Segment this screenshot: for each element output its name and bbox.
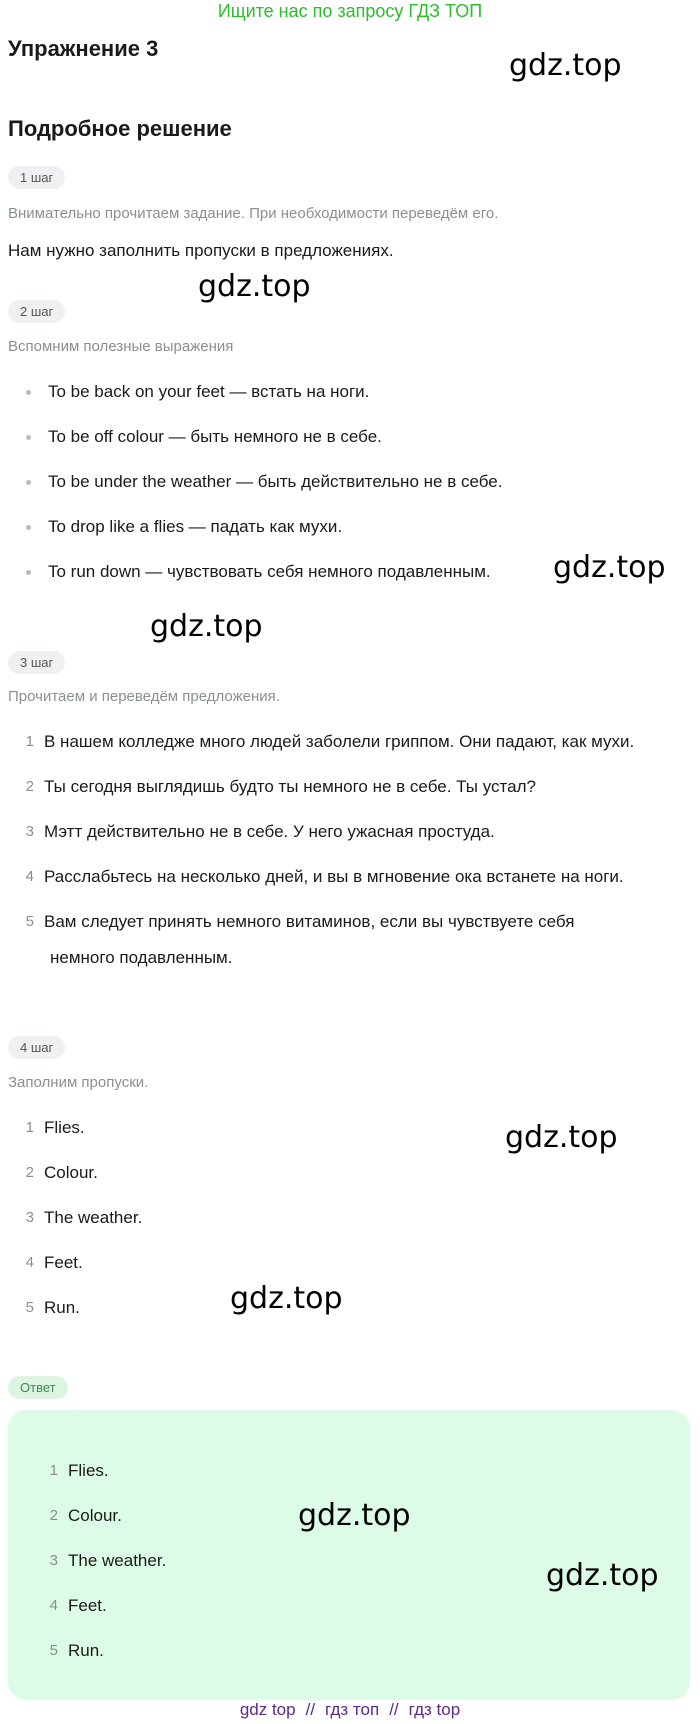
answer-text: Flies.: [68, 1461, 109, 1480]
list-item: [20, 866, 634, 911]
fill-text: The weather.: [44, 1208, 143, 1227]
bullet-icon: [26, 570, 31, 575]
item-number: 5: [49, 1642, 58, 1659]
list-item: [20, 821, 634, 866]
list-item: [20, 776, 634, 821]
expression-text: To run down — чувствовать себя немного подавленным.: [48, 562, 491, 581]
sentence-continuation: немного подавленным.: [50, 948, 233, 967]
sentence-text: Ты сегодня выглядишь будто ты немного не в себе. Ты устал?: [44, 777, 536, 796]
expression-text: To be under the weather — быть действительно не в себе.: [48, 472, 503, 491]
expression-text: To be back on your feet — встать на ноги.: [48, 382, 370, 401]
footer-separator: //: [389, 1700, 399, 1719]
list-item: [20, 1162, 142, 1207]
list-item: [44, 1460, 166, 1505]
list-item: [22, 561, 502, 606]
list-item: [22, 516, 502, 561]
expression-text: To drop like a flies — падать как мухи.: [48, 517, 343, 536]
item-number: 1: [49, 1462, 58, 1479]
list-item: [20, 731, 634, 776]
item-number: 2: [25, 778, 34, 795]
fill-list: [20, 1117, 142, 1342]
list-item: [44, 1640, 166, 1685]
answer-badge-wrap: [8, 1376, 68, 1399]
item-number: 2: [49, 1507, 58, 1524]
step2-badge-wrap: [8, 300, 65, 323]
footer-separator: //: [305, 1700, 316, 1719]
item-number: 3: [49, 1552, 58, 1569]
footer-link[interactable]: gdz top: [239, 1700, 296, 1719]
item-number: 4: [25, 868, 34, 885]
step1-badge-wrap: [8, 166, 65, 189]
step1-hint: Внимательно прочитаем задание. При необходимости переведём его.: [8, 205, 499, 222]
solution-title: Подробное решение: [8, 116, 232, 141]
watermark: gdz.top: [298, 1498, 411, 1533]
fill-text: Flies.: [44, 1118, 85, 1137]
list-item: [44, 1595, 166, 1640]
step1-badge: 1 шаг: [8, 166, 65, 189]
answer-text: The weather.: [68, 1551, 167, 1570]
item-number: 1: [25, 1119, 34, 1136]
promo-banner: Ищите нас по запросу ГДЗ ТОП: [217, 1, 483, 21]
step2-badge: 2 шаг: [8, 300, 65, 323]
item-number: 3: [25, 1209, 34, 1226]
watermark: gdz.top: [505, 1120, 618, 1155]
step3-hint: Прочитаем и переведём предложения.: [8, 688, 280, 705]
bullet-icon: [26, 390, 31, 395]
sentence-text: Расслабьтесь на несколько дней, и вы в мгновение ока встанете на ноги.: [44, 867, 624, 886]
watermark: gdz.top: [553, 550, 666, 585]
expressions-list: [22, 381, 502, 606]
answer-list: [44, 1460, 166, 1685]
list-item: [20, 1207, 142, 1252]
list-item: [20, 1117, 142, 1162]
sentence-text: Мэтт действительно не в себе. У него ужасная простуда.: [44, 822, 495, 841]
sentences-list: [20, 731, 634, 983]
item-number: 1: [25, 733, 34, 750]
list-item: [22, 426, 502, 471]
step1-text: Нам нужно заполнить пропуски в предложениях.: [8, 241, 394, 260]
item-number: 4: [25, 1254, 34, 1271]
list-item: [44, 1505, 166, 1550]
watermark: gdz.top: [546, 1558, 659, 1593]
expression-text: To be off colour — быть немного не в себе.: [48, 427, 382, 446]
list-item: [20, 1252, 142, 1297]
exercise-title: Упражнение 3: [8, 36, 159, 61]
list-item: [20, 911, 634, 983]
item-number: 5: [25, 913, 34, 930]
list-item: [20, 1297, 142, 1342]
answer-text: Colour.: [68, 1506, 122, 1525]
bullet-icon: [26, 525, 31, 530]
item-number: 3: [25, 823, 34, 840]
list-item: [22, 381, 502, 426]
watermark: gdz.top: [198, 269, 311, 304]
fill-text: Colour.: [44, 1163, 98, 1182]
watermark: gdz.top: [230, 1281, 343, 1316]
bullet-icon: [26, 435, 31, 440]
list-item: [44, 1550, 166, 1595]
step4-badge: 4 шаг: [8, 1036, 65, 1059]
answer-badge: Ответ: [8, 1376, 68, 1399]
answer-text: Feet.: [68, 1596, 107, 1615]
answer-text: Run.: [68, 1641, 104, 1660]
watermark: gdz.top: [150, 609, 263, 644]
watermark: gdz.top: [509, 48, 622, 83]
step4-badge-wrap: [8, 1036, 65, 1059]
item-number: 4: [49, 1597, 58, 1614]
fill-text: Run.: [44, 1298, 80, 1317]
bullet-icon: [26, 480, 31, 485]
step4-hint: Заполним пропуски.: [8, 1074, 149, 1091]
list-item: [22, 471, 502, 516]
item-number: 5: [25, 1299, 34, 1316]
fill-text: Feet.: [44, 1253, 83, 1272]
step3-badge-wrap: [8, 651, 65, 674]
sentence-text: В нашем колледже много людей заболели гриппом. Они падают, как мухи.: [44, 732, 635, 751]
footer-link[interactable]: гдз топ: [325, 1700, 380, 1719]
item-number: 2: [25, 1164, 34, 1181]
footer-links: [0, 1700, 700, 1720]
footer-link[interactable]: гдз top: [408, 1700, 461, 1719]
step2-hint: Вспомним полезные выражения: [8, 338, 234, 355]
step3-badge: 3 шаг: [8, 651, 65, 674]
sentence-text: Вам следует принять немного витаминов, если вы чувствуете себя: [44, 912, 575, 931]
